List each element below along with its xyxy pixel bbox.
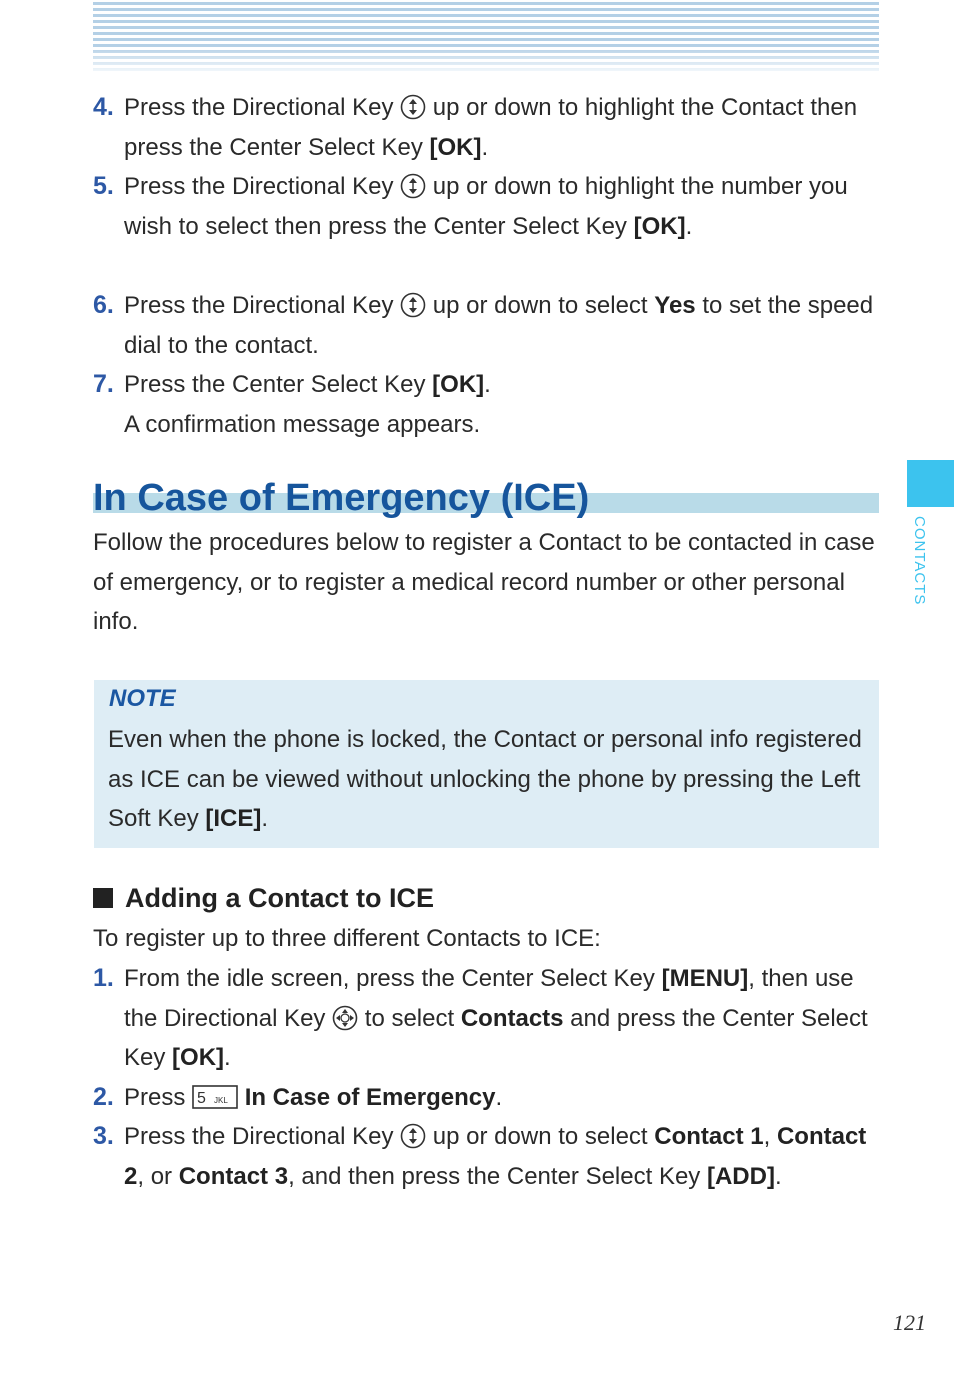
note-body: Even when the phone is locked, the Contact or personal info registered as ICE can be viewed without unlocking the phone by pressing the Left Soft Key [ICE]. (108, 726, 862, 832)
directional-key-updown-icon (400, 1123, 426, 1149)
step-text: Press the Directional Key up or down to select Yes to set the speed dial to the contact. (124, 292, 874, 359)
step-number: 5. (93, 172, 114, 200)
step-number: 7. (93, 370, 114, 398)
directional-key-4way-icon (332, 1005, 358, 1031)
step-1 (93, 959, 883, 1078)
step-text: Press 5 JKL In Case of Emergency. (124, 1084, 503, 1111)
subsection-intro: To register up to three different Contacts to ICE: (93, 925, 601, 952)
subsection-heading: Adding a Contact to ICE (93, 878, 434, 918)
note-box (94, 680, 879, 848)
step-text: Press the Directional Key up or down to highlight the number you wish to select then press the Center Select Key [OK]. (124, 173, 848, 240)
step-result-text: A confirmation message appears. (124, 410, 481, 438)
directional-key-updown-icon (400, 292, 426, 318)
step-number: 2. (93, 1083, 114, 1111)
section-title: In Case of Emergency (ICE) (93, 477, 590, 519)
step-text: From the idle screen, press the Center Select Key [MENU], then use the Directional Key to select Contacts and press the Center Select Key [OK]. (124, 965, 868, 1071)
section-intro: Follow the procedures below to register a Contact to be contacted in case of emergency, or to register a medical record number or other personal info. (93, 529, 875, 635)
step-6 (93, 286, 883, 365)
step-2 (93, 1078, 883, 1118)
section-tab (907, 460, 954, 507)
step-number: 1. (93, 964, 114, 992)
directional-key-updown-icon (400, 173, 426, 199)
step-3 (93, 1117, 883, 1196)
square-bullet-icon (93, 888, 113, 908)
step-text: Press the Directional Key up or down to select Contact 1, Contact 2, or Contact 3, and then press the Center Select Key [ADD]. (124, 1123, 867, 1190)
svg-text:5: 5 (197, 1090, 206, 1107)
step-text: Press the Center Select Key [OK]. (124, 371, 491, 398)
step-number: 4. (93, 93, 114, 121)
step-4 (93, 88, 883, 167)
step-text: Press the Directional Key up or down to highlight the Contact then press the Center Select Key [OK]. (124, 94, 858, 161)
step-number: 6. (93, 291, 114, 319)
directional-key-updown-icon (400, 94, 426, 120)
keypad-5-jkl-icon (192, 1084, 238, 1110)
step-5 (93, 167, 883, 246)
step-number: 3. (93, 1122, 114, 1150)
step-7 (93, 365, 883, 444)
page-number: 121 (893, 1310, 926, 1335)
section-tab-label: CONTACTS (911, 516, 928, 606)
svg-text:JKL: JKL (214, 1096, 228, 1105)
note-title: NOTE (109, 685, 176, 712)
header-band (93, 2, 879, 74)
